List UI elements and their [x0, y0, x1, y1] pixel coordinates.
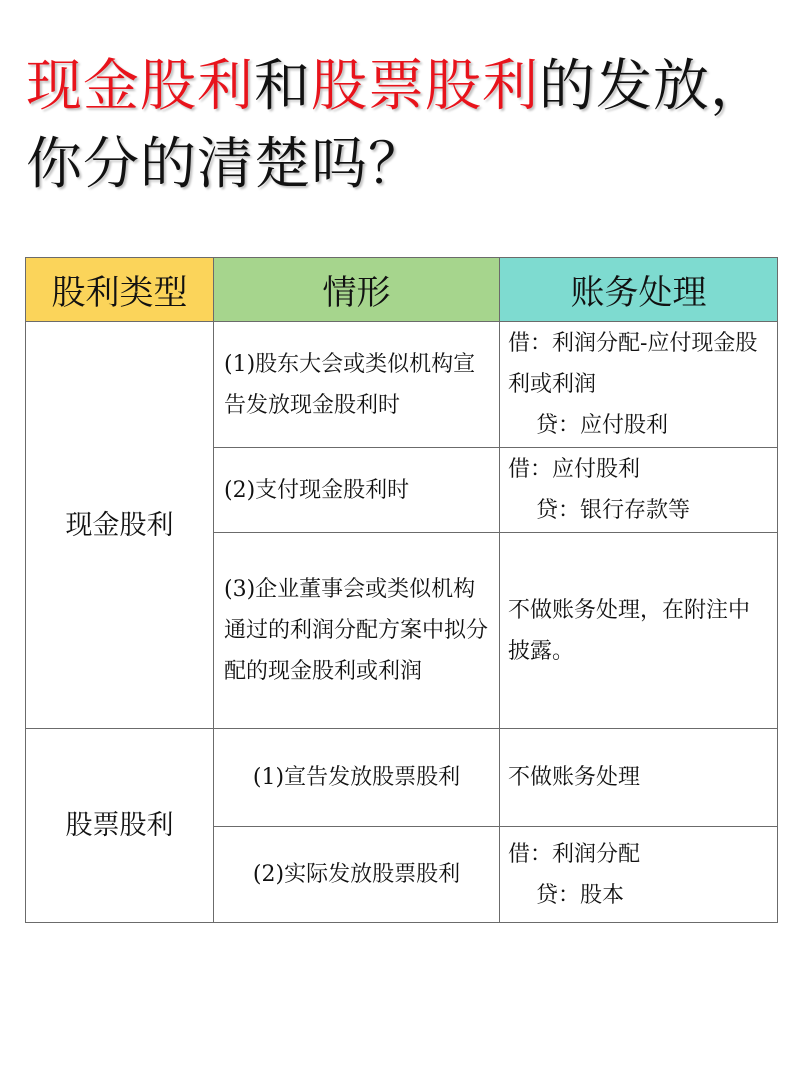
type-cash-dividend: 现金股利	[26, 322, 214, 729]
debit-line: 借：利润分配-应付现金股利或利润	[508, 331, 758, 397]
accounting-cell	[500, 827, 778, 923]
case-cell: (2)支付现金股利时	[214, 448, 500, 533]
credit-line: 贷：应付股利	[536, 413, 669, 438]
case-cell: (3)企业董事会或类似机构通过的利润分配方案中拟分配的现金股利或利润	[214, 533, 500, 729]
dividend-table	[25, 257, 778, 923]
title-line-2: 你分的清楚吗？	[26, 132, 425, 197]
page-title	[26, 48, 796, 204]
header-accounting: 账务处理	[500, 258, 778, 322]
case-cell: (2)实际发放股票股利	[214, 827, 500, 923]
header-row	[26, 258, 778, 322]
accounting-cell: 不做账务处理，在附注中披露。	[500, 533, 778, 729]
credit-line: 贷：银行存款等	[536, 498, 691, 523]
table-row	[26, 729, 778, 827]
accounting-cell: 不做账务处理	[500, 729, 778, 827]
debit-line: 借：利润分配	[508, 841, 641, 867]
title-line-1	[26, 48, 796, 126]
case-cell: (1)宣告发放股票股利	[214, 729, 500, 827]
header-situation: 情形	[214, 258, 500, 322]
title-cash-dividend: 现金股利	[26, 54, 254, 119]
title-stock-dividend: 股票股利	[311, 54, 539, 119]
header-dividend-type: 股利类型	[26, 258, 214, 322]
table-row	[26, 322, 778, 448]
debit-line: 借：应付股利	[508, 457, 641, 482]
type-stock-dividend: 股票股利	[26, 729, 214, 923]
accounting-cell	[500, 448, 778, 533]
title-and: 和	[254, 54, 311, 119]
case-cell: (1)股东大会或类似机构宣告发放现金股利时	[214, 322, 500, 448]
credit-line: 贷：股本	[536, 882, 625, 908]
title-issuance: 的发放，	[539, 54, 767, 119]
accounting-cell	[500, 322, 778, 448]
